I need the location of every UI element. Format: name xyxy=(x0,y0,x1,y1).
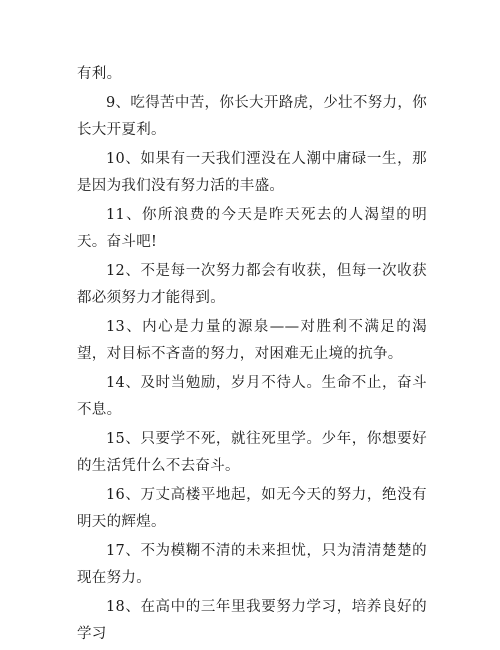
paragraph-16: 16、万丈高楼平地起，如无今天的努力，绝没有明天的辉煌。 xyxy=(77,487,427,530)
paragraph-15: 15、只要学不死，就往死里学。少年，你想要好的生活凭什么不去奋斗。 xyxy=(77,431,427,474)
paragraph-12: 12、不是每一次努力都会有收获，但每一次收获都必须努力才能得到。 xyxy=(77,263,427,306)
paragraph-9: 9、吃得苦中苦，你长大开路虎，少壮不努力，你长大开夏利。 xyxy=(77,95,427,138)
paragraph-18: 18、在高中的三年里我要努力学习，培养良好的学习 xyxy=(77,599,427,642)
paragraph-17: 17、不为模糊不清的未来担忧，只为清清楚楚的现在努力。 xyxy=(77,543,427,586)
paragraph-10: 10、如果有一天我们湮没在人潮中庸碌一生，那是因为我们没有努力活的丰盛。 xyxy=(77,151,427,194)
paragraph-8-continuation: 有利。 xyxy=(77,66,122,82)
paragraph-14: 14、及时当勉励，岁月不待人。生命不止，奋斗不息。 xyxy=(77,375,427,418)
document-body xyxy=(77,61,427,650)
paragraph-11: 11、你所浪费的今天是昨天死去的人渴望的明天。奋斗吧! xyxy=(77,207,427,250)
paragraph-13: 13、内心是力量的源泉——对胜利不满足的渴望，对目标不吝啬的努力，对困难无止境的抗争。 xyxy=(77,319,427,362)
